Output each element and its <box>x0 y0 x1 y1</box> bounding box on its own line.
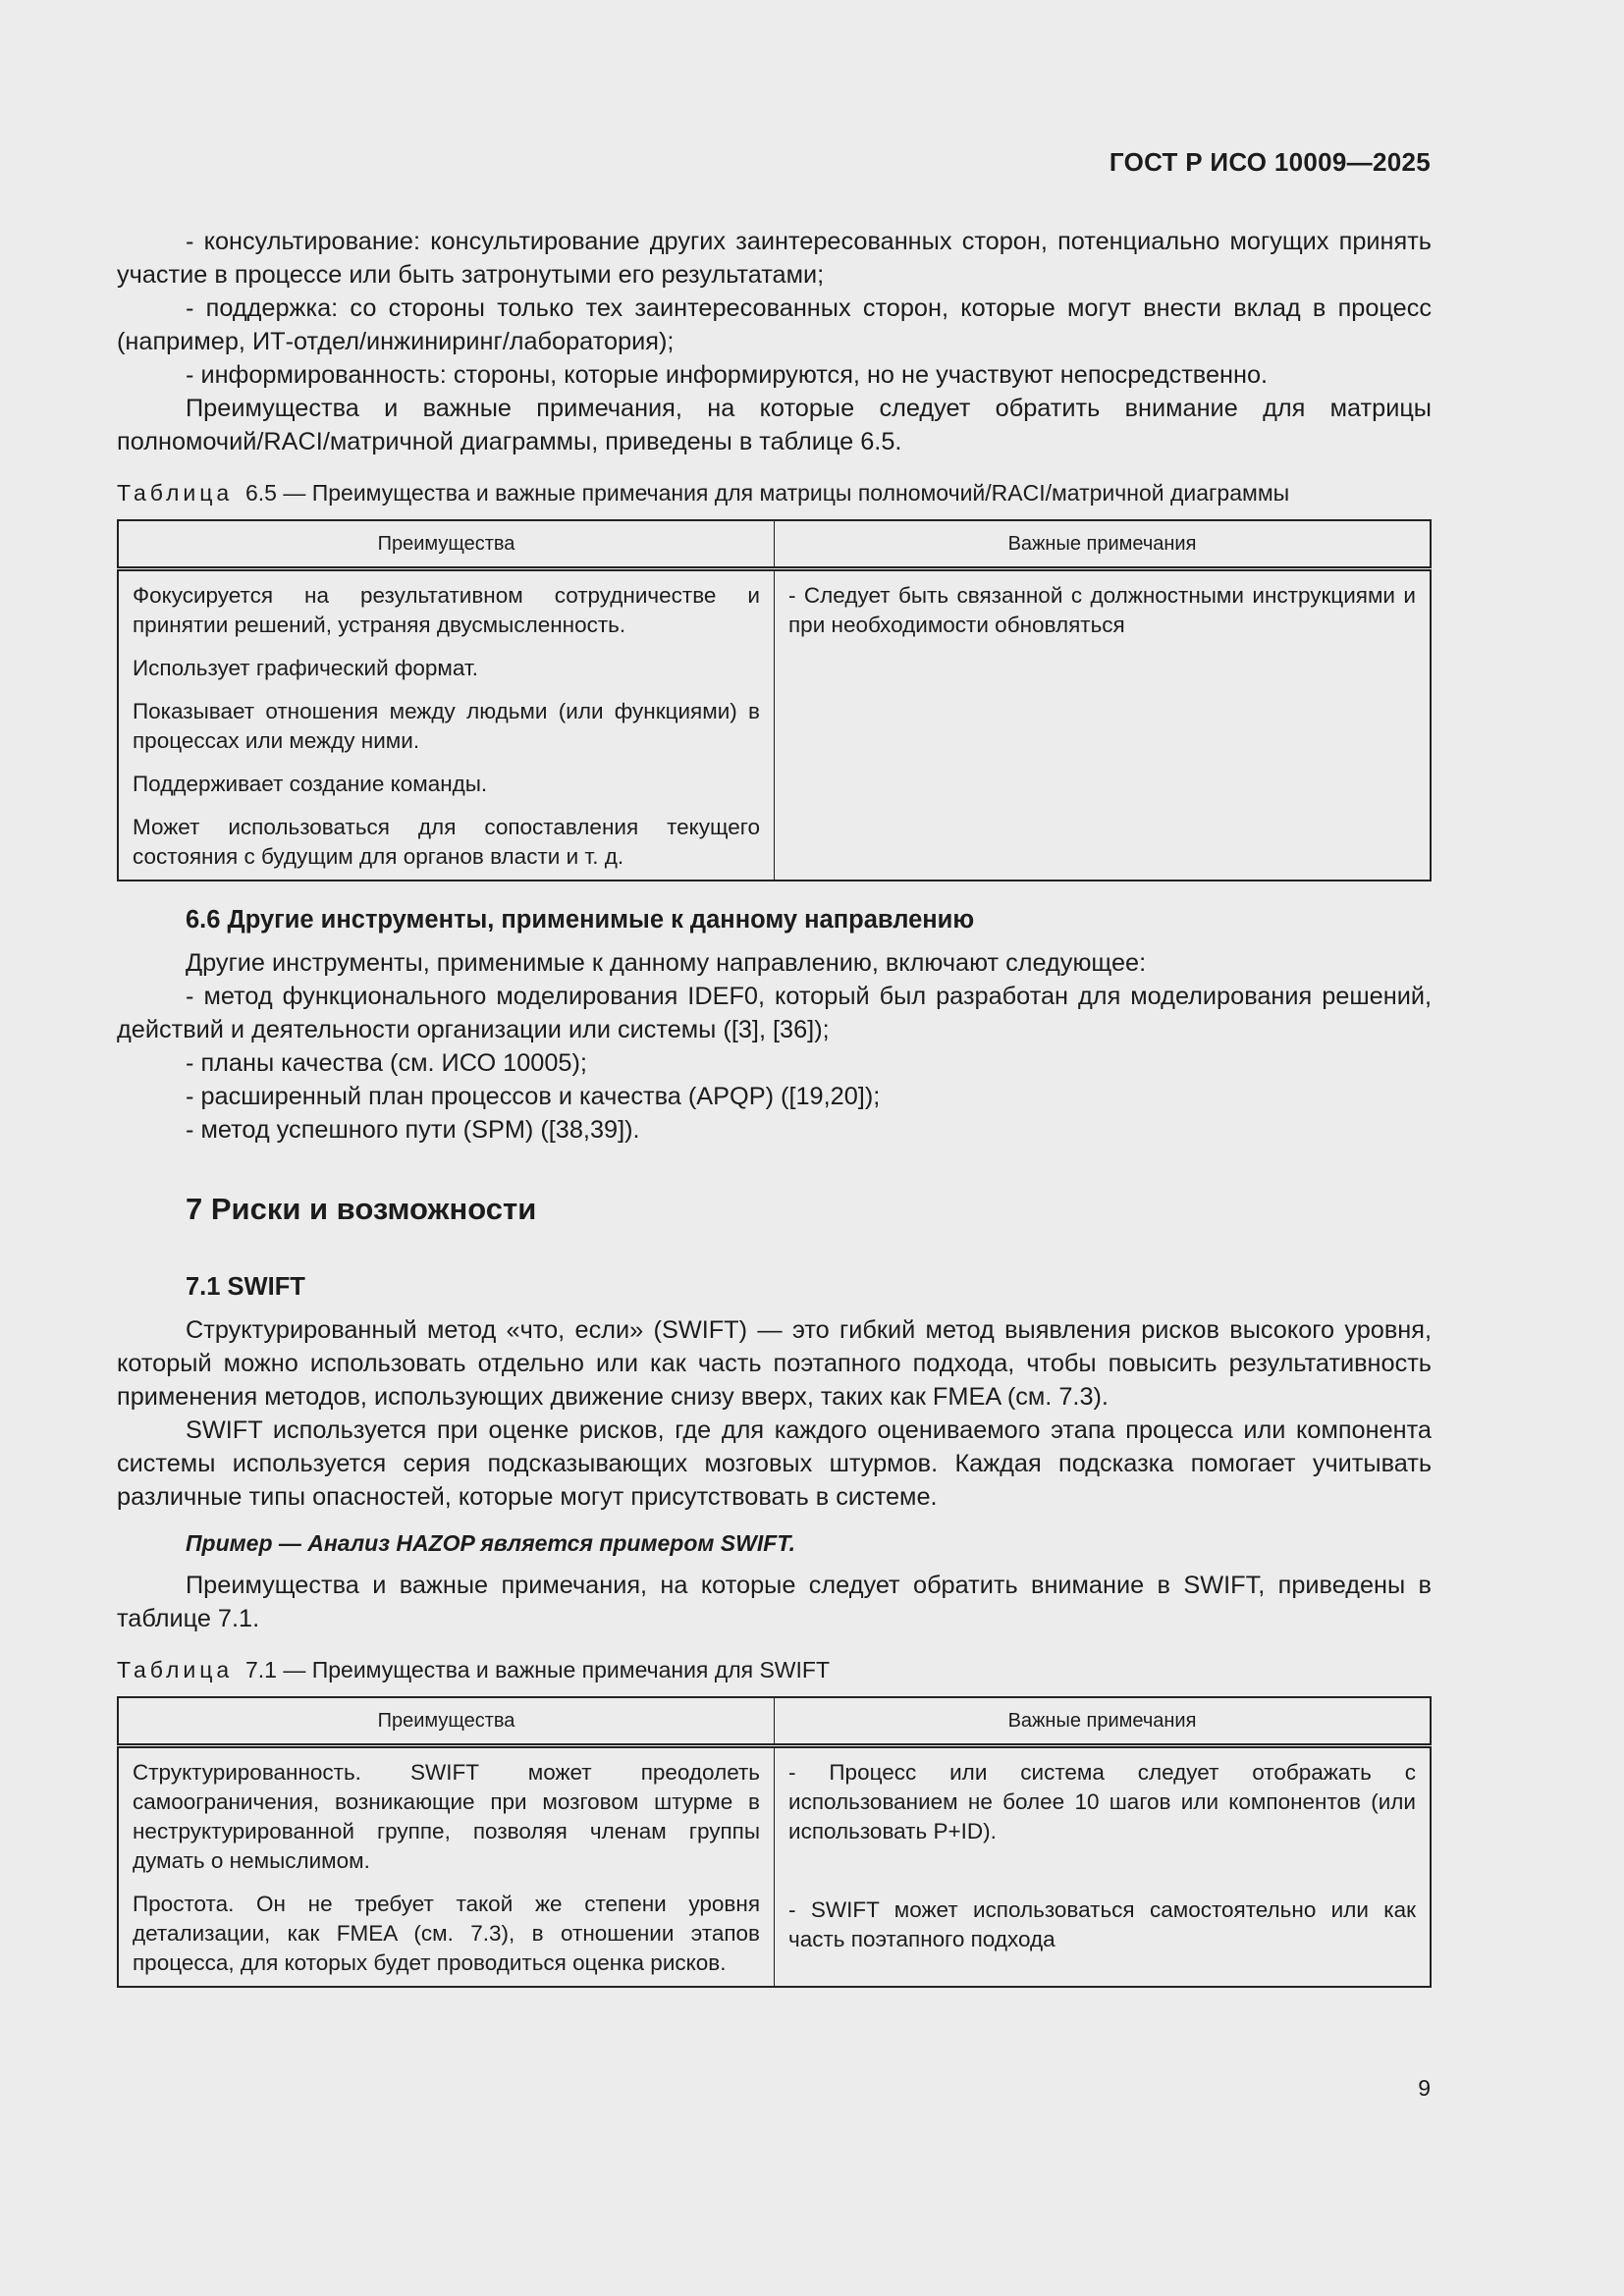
list-item: - метод функционального моделирования IDEF0, который был разработан для моделирования решений, действий и деятельности организации или системы ([3], [36]); <box>117 983 1432 1043</box>
section-paragraph: Структурированный метод «что, если» (SWIFT) — это гибкий метод выявления рисков высокого уровня, который можно использовать отдельно или как часть поэтапного подхода, чтобы повысить результативность применения методов, использующих движение снизу вверх, таких как FMEA (см. 7.3). <box>117 1316 1432 1411</box>
notes-cell <box>775 569 1432 881</box>
example-note: Пример — Анализ HAZOP является примером SWIFT. <box>186 1530 795 1556</box>
section-7-1-title: 7.1 SWIFT <box>186 1273 305 1301</box>
advantages-cell <box>118 569 775 881</box>
table-header-notes: Важные примечания <box>775 520 1432 569</box>
list-item: - расширенный план процессов и качества (APQP) ([19,20]); <box>186 1083 881 1110</box>
table-caption <box>117 1655 1432 1684</box>
note-item: - Процесс или система следует отображать с использованием не более 10 шагов или компонентов (или использовать P+ID). <box>788 1760 1416 1843</box>
table-caption-text: 7.1 — Преимущества и важные примечания для SWIFT <box>244 1657 831 1682</box>
advantages-cell <box>118 1746 775 1988</box>
list-item: - метод успешного пути (SPM) ([38,39]). <box>186 1116 640 1144</box>
advantage-item: Простота. Он не требует такой же степени уровня детализации, как FMEA (см. 7.3), в отношении этапов процесса, для которых будет проводиться оценка рисков. <box>133 1892 760 1975</box>
table-header-advantages: Преимущества <box>118 520 775 569</box>
note-item: - Следует быть связанной с должностными инструкциями и при необходимости обновляться <box>788 583 1416 637</box>
table-caption-word: Таблица <box>117 480 234 506</box>
table-header-advantages: Преимущества <box>118 1697 775 1746</box>
section-7-title: 7 Риски и возможности <box>186 1192 537 1226</box>
page-content <box>117 225 1432 1988</box>
table-caption-word: Таблица <box>117 1657 234 1682</box>
advantage-item: Структурированность. SWIFT может преодолеть самоограничения, возникающие при мозговом штурме в неструктурированной группе, позволяя членам группы думать о немыслимом. <box>133 1760 760 1873</box>
section-paragraph: Другие инструменты, применимые к данному направлению, включают следующее: <box>186 949 1147 977</box>
notes-cell <box>775 1746 1432 1988</box>
table-7-1 <box>117 1696 1432 1988</box>
note-item: - SWIFT может использоваться самостоятельно или как часть поэтапного подхода <box>788 1897 1416 1951</box>
intro-paragraph: - консультирование: консультирование других заинтересованных сторон, потенциально могущих принять участие в процессе или быть затронутыми его результатами; <box>117 228 1432 289</box>
section-paragraph: Преимущества и важные примечания, на которые следует обратить внимание в SWIFT, приведены в таблице 7.1. <box>117 1572 1432 1632</box>
table-6-5 <box>117 519 1432 881</box>
page-number: 9 <box>1418 2075 1431 2101</box>
section-6-6-title: 6.6 Другие инструменты, применимые к данному направлению <box>186 906 975 934</box>
table-caption-text: 6.5 — Преимущества и важные примечания для матрицы полномочий/RACI/матричной диаграммы <box>244 480 1290 506</box>
advantage-item: Использует графический формат. <box>133 656 478 680</box>
document-header: ГОСТ Р ИСО 10009—2025 <box>1109 147 1431 177</box>
intro-paragraph: Преимущества и важные примечания, на которые следует обратить внимание для матрицы полномочий/RACI/матричной диаграммы, приведены в таблице 6.5. <box>117 395 1432 455</box>
intro-paragraph: - информированность: стороны, которые информируются, но не участвуют непосредственно. <box>186 361 1269 389</box>
list-item: - планы качества (см. ИСО 10005); <box>186 1049 587 1077</box>
advantage-item: Поддерживает создание команды. <box>133 772 488 796</box>
advantage-item: Может использоваться для сопоставления текущего состояния с будущим для органов власти и т. д. <box>133 815 760 869</box>
table-header-notes: Важные примечания <box>775 1697 1432 1746</box>
section-paragraph: SWIFT используется при оценке рисков, где для каждого оцениваемого этапа процесса или компонента системы используется серия подсказывающих мозговых штурмов. Каждая подсказка помогает учитывать различные типы опасностей, которые могут присутствовать в системе. <box>117 1416 1432 1511</box>
table-caption <box>117 478 1432 507</box>
intro-paragraph: - поддержка: со стороны только тех заинтересованных сторон, которые могут внести вклад в процесс (например, ИТ-отдел/инжиниринг/лаборатория); <box>117 294 1432 355</box>
advantage-item: Показывает отношения между людьми (или функциями) в процессах или между ними. <box>133 699 760 753</box>
advantage-item: Фокусируется на результативном сотрудничестве и принятии решений, устраняя двусмысленность. <box>133 583 760 637</box>
